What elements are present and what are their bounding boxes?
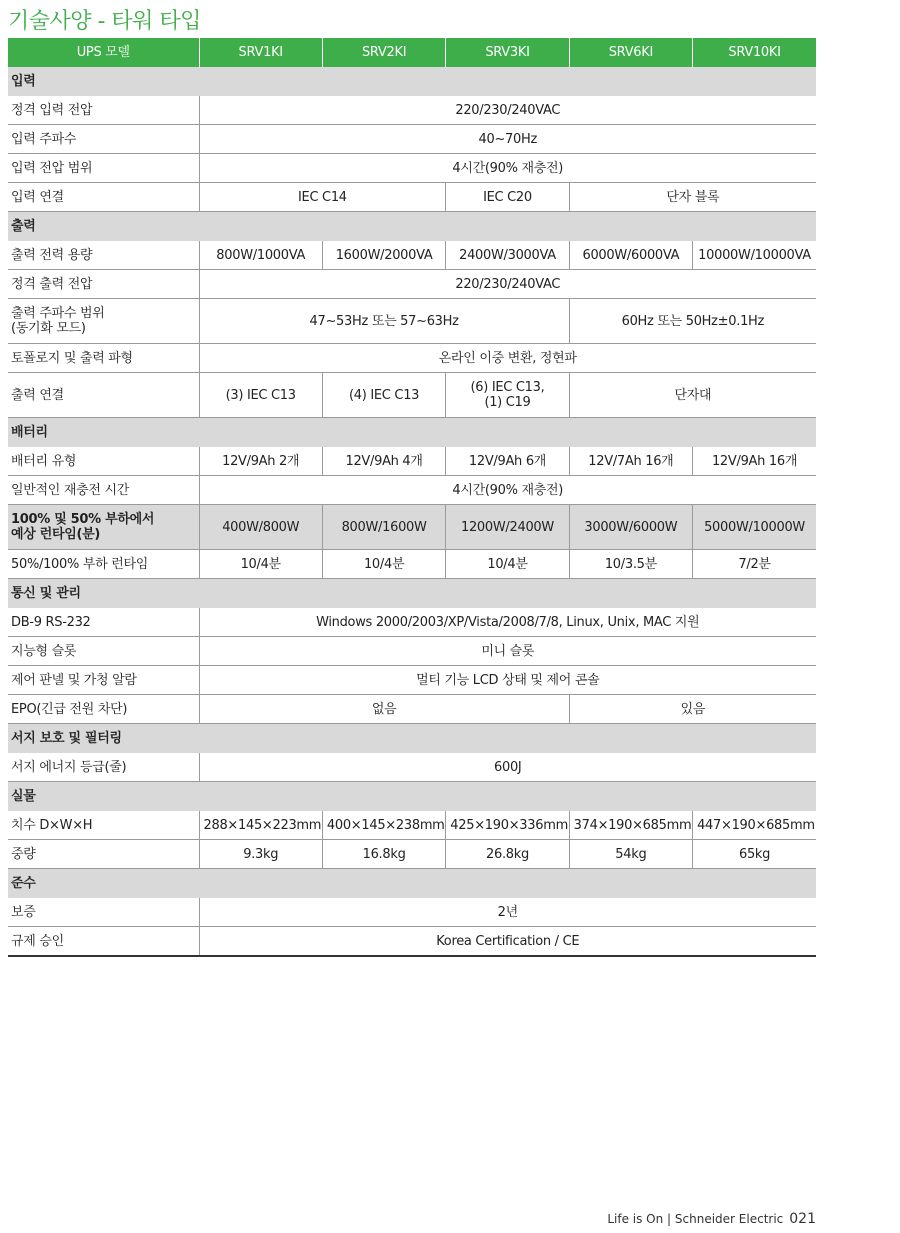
spec-value-cell: 12V/7Ah 16개 bbox=[569, 447, 692, 476]
row-label: EPO(긴급 전원 차단) bbox=[8, 695, 199, 724]
spec-value-cell: 4시간(90% 재충전) bbox=[199, 476, 816, 505]
header-cell: SRV10KI bbox=[693, 38, 816, 67]
section-label: 실물 bbox=[8, 782, 816, 811]
spec-value-cell: 220/230/240VAC bbox=[199, 96, 816, 125]
spec-value-cell: 400×145×238mm bbox=[322, 811, 445, 840]
row-label: 50%/100% 부하 런타임 bbox=[8, 550, 199, 579]
section-header-row bbox=[8, 418, 816, 447]
spec-value-cell: 단자 블록 bbox=[569, 183, 816, 212]
section-header-row bbox=[8, 724, 816, 753]
spec-value-cell: 10/4분 bbox=[322, 550, 445, 579]
section-header-row bbox=[8, 782, 816, 811]
row-label: 입력 주파수 bbox=[8, 125, 199, 154]
row-label: 토폴로지 및 출력 파형 bbox=[8, 344, 199, 373]
spec-value-cell: 40~70Hz bbox=[199, 125, 816, 154]
table-row bbox=[8, 550, 816, 579]
section-label: 배터리 bbox=[8, 418, 816, 447]
spec-table-body bbox=[8, 67, 816, 956]
table-row bbox=[8, 927, 816, 957]
spec-value-cell: 있음 bbox=[569, 695, 816, 724]
table-row bbox=[8, 811, 816, 840]
table-row bbox=[8, 241, 816, 270]
table-row bbox=[8, 447, 816, 476]
section-label: 서지 보호 및 필터링 bbox=[8, 724, 816, 753]
table-row bbox=[8, 344, 816, 373]
row-label: 서지 에너지 등급(줄) bbox=[8, 753, 199, 782]
spec-value-cell: 6000W/6000VA bbox=[569, 241, 692, 270]
spec-value-cell: 2400W/3000VA bbox=[446, 241, 569, 270]
row-label: DB-9 RS-232 bbox=[8, 608, 199, 637]
spec-value-cell: 800W/1000VA bbox=[199, 241, 322, 270]
spec-value-cell: Korea Certification / CE bbox=[199, 927, 816, 957]
table-row bbox=[8, 898, 816, 927]
spec-value-cell: 425×190×336mm bbox=[446, 811, 569, 840]
row-label: 입력 연결 bbox=[8, 183, 199, 212]
spec-value-cell: 10/4분 bbox=[446, 550, 569, 579]
section-label: 통신 및 관리 bbox=[8, 579, 816, 608]
spec-value-cell: 220/230/240VAC bbox=[199, 270, 816, 299]
spec-value-cell: 12V/9Ah 2개 bbox=[199, 447, 322, 476]
spec-value-cell: 26.8kg bbox=[446, 840, 569, 869]
row-label: 치수 D×W×H bbox=[8, 811, 199, 840]
header-cell: SRV3KI bbox=[446, 38, 569, 67]
row-label: 지능형 슬롯 bbox=[8, 637, 199, 666]
spec-value-cell: 1200W/2400W bbox=[446, 505, 569, 550]
spec-value-cell: 없음 bbox=[199, 695, 569, 724]
section-header-row bbox=[8, 212, 816, 241]
spec-value-cell: (6) IEC C13, (1) C19 bbox=[446, 373, 569, 418]
table-row bbox=[8, 270, 816, 299]
spec-value-cell: 400W/800W bbox=[199, 505, 322, 550]
footer bbox=[607, 1211, 816, 1227]
table-row bbox=[8, 695, 816, 724]
spec-value-cell: 10000W/10000VA bbox=[693, 241, 816, 270]
spec-value-cell: 12V/9Ah 6개 bbox=[446, 447, 569, 476]
row-label: 규제 승인 bbox=[8, 927, 199, 957]
row-label: 100% 및 50% 부하에서 예상 런타임(분) bbox=[8, 505, 199, 550]
spec-value-cell: 단자대 bbox=[569, 373, 816, 418]
row-label: 출력 주파수 범위 (동기화 모드) bbox=[8, 299, 199, 344]
spec-value-cell: 2년 bbox=[199, 898, 816, 927]
spec-value-cell: 미니 슬롯 bbox=[199, 637, 816, 666]
row-label: 출력 연결 bbox=[8, 373, 199, 418]
table-row bbox=[8, 476, 816, 505]
table-row bbox=[8, 125, 816, 154]
spec-value-cell: 7/2분 bbox=[693, 550, 816, 579]
spec-value-cell: 288×145×223mm bbox=[199, 811, 322, 840]
spec-value-cell: 10/3.5분 bbox=[569, 550, 692, 579]
section-header-row bbox=[8, 579, 816, 608]
row-label: 출력 전력 용량 bbox=[8, 241, 199, 270]
row-label: 입력 전압 범위 bbox=[8, 154, 199, 183]
row-label: 보증 bbox=[8, 898, 199, 927]
table-row bbox=[8, 373, 816, 418]
section-label: 입력 bbox=[8, 67, 816, 96]
spec-value-cell: 16.8kg bbox=[322, 840, 445, 869]
table-row bbox=[8, 154, 816, 183]
spec-value-cell: 47~53Hz 또는 57~63Hz bbox=[199, 299, 569, 344]
spec-value-cell: 54kg bbox=[569, 840, 692, 869]
spec-value-cell: 온라인 이중 변환, 정현파 bbox=[199, 344, 816, 373]
spec-value-cell: IEC C20 bbox=[446, 183, 569, 212]
spec-value-cell: 9.3kg bbox=[199, 840, 322, 869]
table-row bbox=[8, 637, 816, 666]
page-title: 기술사양 - 타워 타입 bbox=[8, 9, 201, 34]
section-label: 출력 bbox=[8, 212, 816, 241]
row-label: 정격 출력 전압 bbox=[8, 270, 199, 299]
footer-brand: Life is On | Schneider Electric bbox=[607, 1212, 784, 1226]
section-header-row bbox=[8, 67, 816, 96]
spec-value-cell: 12V/9Ah 16개 bbox=[693, 447, 816, 476]
page-number: 021 bbox=[789, 1211, 816, 1227]
spec-value-cell: 800W/1600W bbox=[322, 505, 445, 550]
header-cell: SRV1KI bbox=[199, 38, 322, 67]
row-label: 제어 판넬 및 가청 알람 bbox=[8, 666, 199, 695]
table-row bbox=[8, 666, 816, 695]
spec-value-cell: (4) IEC C13 bbox=[322, 373, 445, 418]
spec-value-cell: 60Hz 또는 50Hz±0.1Hz bbox=[569, 299, 816, 344]
spec-value-cell: Windows 2000/2003/XP/Vista/2008/7/8, Linux, Unix, MAC 지원 bbox=[199, 608, 816, 637]
spec-value-cell: 1600W/2000VA bbox=[322, 241, 445, 270]
spec-table bbox=[8, 38, 816, 957]
spec-value-cell: 5000W/10000W bbox=[693, 505, 816, 550]
table-row bbox=[8, 753, 816, 782]
row-label: 일반적인 재충전 시간 bbox=[8, 476, 199, 505]
spec-value-cell: 600J bbox=[199, 753, 816, 782]
spec-value-cell: 12V/9Ah 4개 bbox=[322, 447, 445, 476]
header-cell: SRV2KI bbox=[322, 38, 445, 67]
table-header-row bbox=[8, 38, 816, 67]
header-cell: UPS 모델 bbox=[8, 38, 199, 67]
spec-value-cell: 4시간(90% 재충전) bbox=[199, 154, 816, 183]
spec-value-cell: 65kg bbox=[693, 840, 816, 869]
spec-value-cell: 374×190×685mm bbox=[569, 811, 692, 840]
spec-value-cell: 3000W/6000W bbox=[569, 505, 692, 550]
header-cell: SRV6KI bbox=[569, 38, 692, 67]
row-label: 중량 bbox=[8, 840, 199, 869]
table-row bbox=[8, 505, 816, 550]
table-row bbox=[8, 840, 816, 869]
table-row bbox=[8, 183, 816, 212]
table-row bbox=[8, 299, 816, 344]
spec-value-cell: 447×190×685mm bbox=[693, 811, 816, 840]
spec-value-cell: IEC C14 bbox=[199, 183, 446, 212]
spec-value-cell: 멀티 기능 LCD 상태 및 제어 콘솔 bbox=[199, 666, 816, 695]
row-label: 정격 입력 전압 bbox=[8, 96, 199, 125]
section-label: 준수 bbox=[8, 869, 816, 898]
spec-value-cell: (3) IEC C13 bbox=[199, 373, 322, 418]
spec-value-cell: 10/4분 bbox=[199, 550, 322, 579]
row-label: 배터리 유형 bbox=[8, 447, 199, 476]
table-row bbox=[8, 96, 816, 125]
section-header-row bbox=[8, 869, 816, 898]
table-row bbox=[8, 608, 816, 637]
